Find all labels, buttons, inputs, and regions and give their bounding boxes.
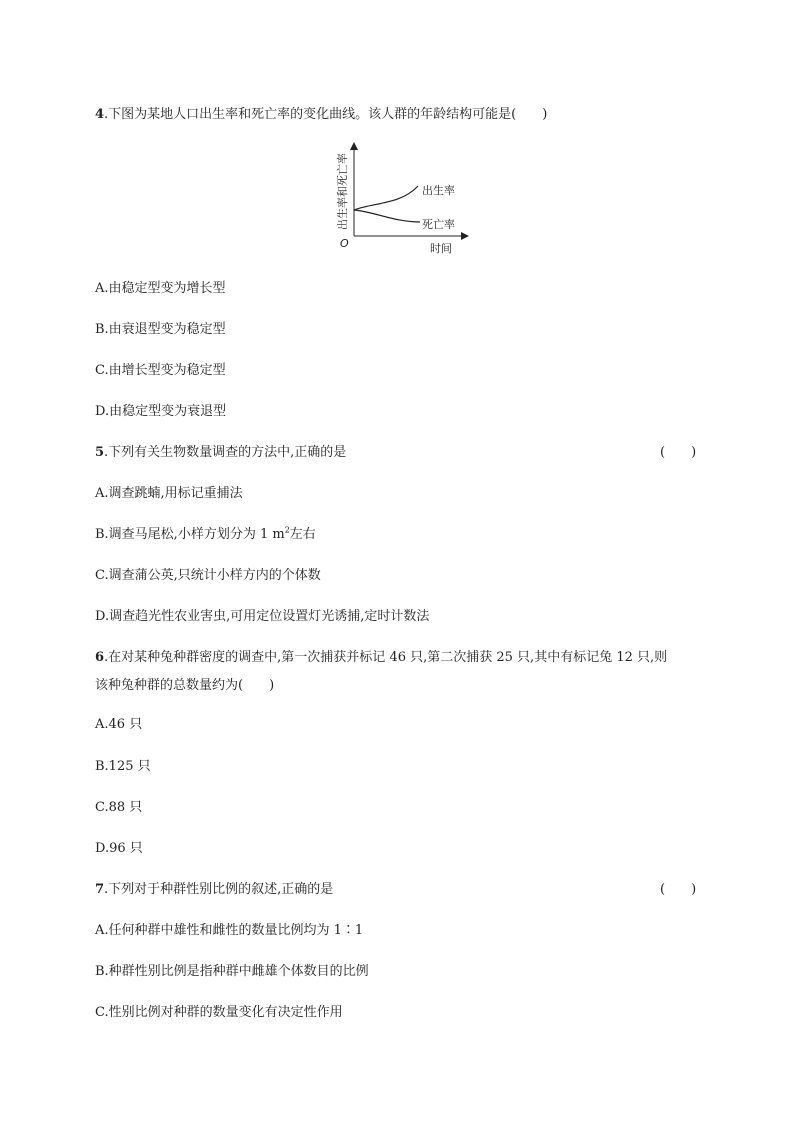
q5-option-c[interactable]: C.调查蒲公英,只统计小样方内的个体数 — [95, 568, 321, 583]
question-number: 6 — [95, 650, 105, 665]
q5-option-a[interactable]: A.调查跳蝻,用标记重捕法 — [95, 486, 243, 501]
q5-option-d[interactable]: D.调查趋光性农业害虫,可用定位设置灯光诱捕,定时计数法 — [95, 609, 430, 624]
q7-option-b[interactable]: B.种群性别比例是指种群中雌雄个体数目的比例 — [95, 964, 369, 979]
question-5-stem: 5.下列有关生物数量调查的方法中,正确的是 — [95, 445, 347, 460]
q6-option-a[interactable]: A.46 只 — [95, 717, 143, 732]
origin-label: O — [340, 237, 349, 250]
series-line-birth-rate — [354, 186, 418, 210]
q7-option-a[interactable]: A.任何种群中雄性和雌性的数量比例均为 1∶1 — [95, 923, 364, 938]
question-6-stem-cont: 该种兔种群的总数量约为( ) — [95, 678, 275, 693]
q7-option-c[interactable]: C.性别比例对种群的数量变化有决定性作用 — [95, 1005, 343, 1020]
answer-paren: ( ) — [660, 445, 697, 460]
question-6-stem: 6.在对某种兔种群密度的调查中,第一次捕获并标记 46 只,第二次捕获 25 只,其中有标记兔 12 只,则 — [95, 650, 668, 665]
series-line-death-rate — [354, 210, 420, 222]
q6-option-c[interactable]: C.88 只 — [95, 800, 143, 815]
q5-option-b[interactable]: B.调查马尾松,小样方划分为 1 $m^2$左右 — [95, 525, 316, 542]
series-label-death-rate: 死亡率 — [422, 218, 455, 231]
q6-option-b[interactable]: B.125 只 — [95, 759, 151, 774]
q4-option-d[interactable]: D.由稳定型变为衰退型 — [95, 404, 227, 419]
question-number: 7 — [95, 882, 105, 897]
y-axis-label: 出生率和死亡率 — [336, 153, 349, 230]
q4-option-b[interactable]: B.由衰退型变为稳定型 — [95, 322, 226, 337]
birth-death-rate-chart — [330, 140, 480, 255]
question-number: 4 — [95, 107, 105, 122]
question-4-stem: 4.下图为某地人口出生率和死亡率的变化曲线。该人群的年龄结构可能是( ) — [95, 107, 548, 122]
answer-paren: ( ) — [660, 882, 697, 897]
q4-option-a[interactable]: A.由稳定型变为增长型 — [95, 281, 226, 296]
q4-option-c[interactable]: C.由增长型变为稳定型 — [95, 363, 226, 378]
x-axis-label: 时间 — [430, 242, 452, 255]
question-number: 5 — [95, 445, 105, 460]
series-label-birth-rate: 出生率 — [422, 184, 455, 197]
q6-option-d[interactable]: D.96 只 — [95, 841, 143, 856]
question-7-stem: 7.下列对于种群性别比例的叙述,正确的是 — [95, 882, 334, 897]
